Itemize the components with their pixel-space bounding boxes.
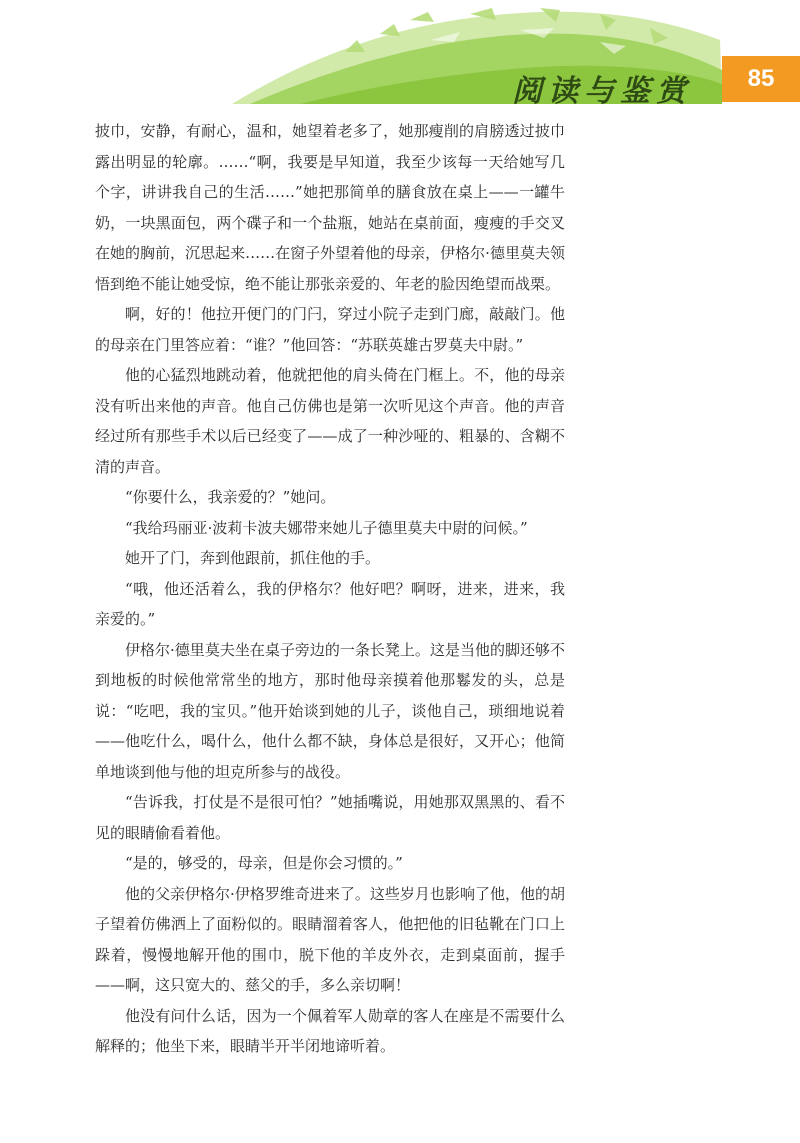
- page-number-badge: [722, 56, 800, 102]
- paragraph: 他的心猛烈地跳动着，他就把他的肩头倚在门框上。不，他的母亲没有听出来他的声音。他自己仿佛也是第一次听见这个声音。他的声音经过所有那些手术以后已经变了——成了一种沙哑的、粗暴的、含糊不清的声音。: [95, 366, 565, 476]
- page-header: [0, 0, 800, 112]
- paragraph: 他的父亲伊格尔·伊格罗维奇进来了。这些岁月也影响了他，他的胡子望着仿佛洒上了面粉似的。眼睛溜着客人，他把他的旧毡靴在门口上跺着，慢慢地解开他的围巾，脱下他的羊皮外衣，走到桌面前，握手——啊，这只宽大的、慈父的手，多么亲切啊！: [95, 884, 565, 994]
- paragraph: “哦，他还活着么，我的伊格尔？他好吧？啊呀，进来，进来，我亲爱的。”: [95, 579, 565, 628]
- page-number: 85: [747, 65, 775, 92]
- paragraph: “我给玛丽亚·波莉卡波夫娜带来她儿子德里莫夫中尉的问候。”: [125, 518, 528, 537]
- paragraph: “你要什么，我亲爱的？”她问。: [125, 488, 336, 506]
- paragraph: “告诉我，打仗是不是很可怕？”她插嘴说，用她那双黑黑的、看不见的眼睛偷看着他。: [95, 793, 565, 842]
- paragraph: 披巾，安静，有耐心，温和，她望着老多了，她那瘦削的肩膀透过披巾露出明显的轮廓。……“啊，我要是早知道，我至少该每一天给她写几个字，讲讲我自己的生活……”她把那简单的膳食放在桌上——一罐牛奶，一块黑面包，两个碟子和一个盐瓶，她站在桌前面，瘦瘦的手交叉在她的胸前，沉思起来……在窗子外望着他的母亲，伊格尔·德里莫夫领悟到绝不能让她受惊，绝不能让那张亲爱的、年老的脸因绝望而战栗。: [95, 122, 565, 293]
- paragraph: 她开了门，奔到他跟前，抓住他的手。: [125, 549, 381, 567]
- paragraph: 他没有问什么话，因为一个佩着军人勋章的客人在座是不需要什么解释的；他坐下来，眼睛半开半闭地谛听着。: [95, 1006, 565, 1055]
- paragraph: 伊格尔·德里莫夫坐在桌子旁边的一条长凳上。这是当他的脚还够不到地板的时候他常常坐的地方，那时他母亲摸着他那鬈发的头，总是说：“吃吧，我的宝贝。”他开始谈到她的儿子，谈他自己，琐细地说着——他吃什么，喝什么，他什么都不缺，身体总是很好，又开心；他简单地谈到他与他的坦克所参与的战役。: [95, 640, 565, 781]
- article-body: [95, 116, 565, 1062]
- paragraph: “是的，够受的，母亲，但是你会习惯的。”: [125, 854, 403, 872]
- section-title: 阅读与鉴赏: [512, 74, 692, 109]
- paragraph: 啊，好的！他拉开便门的门闩，穿过小院子走到门廊，敲敲门。他的母亲在门里答应着：“谁？”他回答：“苏联英雄古罗莫夫中尉。”: [95, 305, 565, 354]
